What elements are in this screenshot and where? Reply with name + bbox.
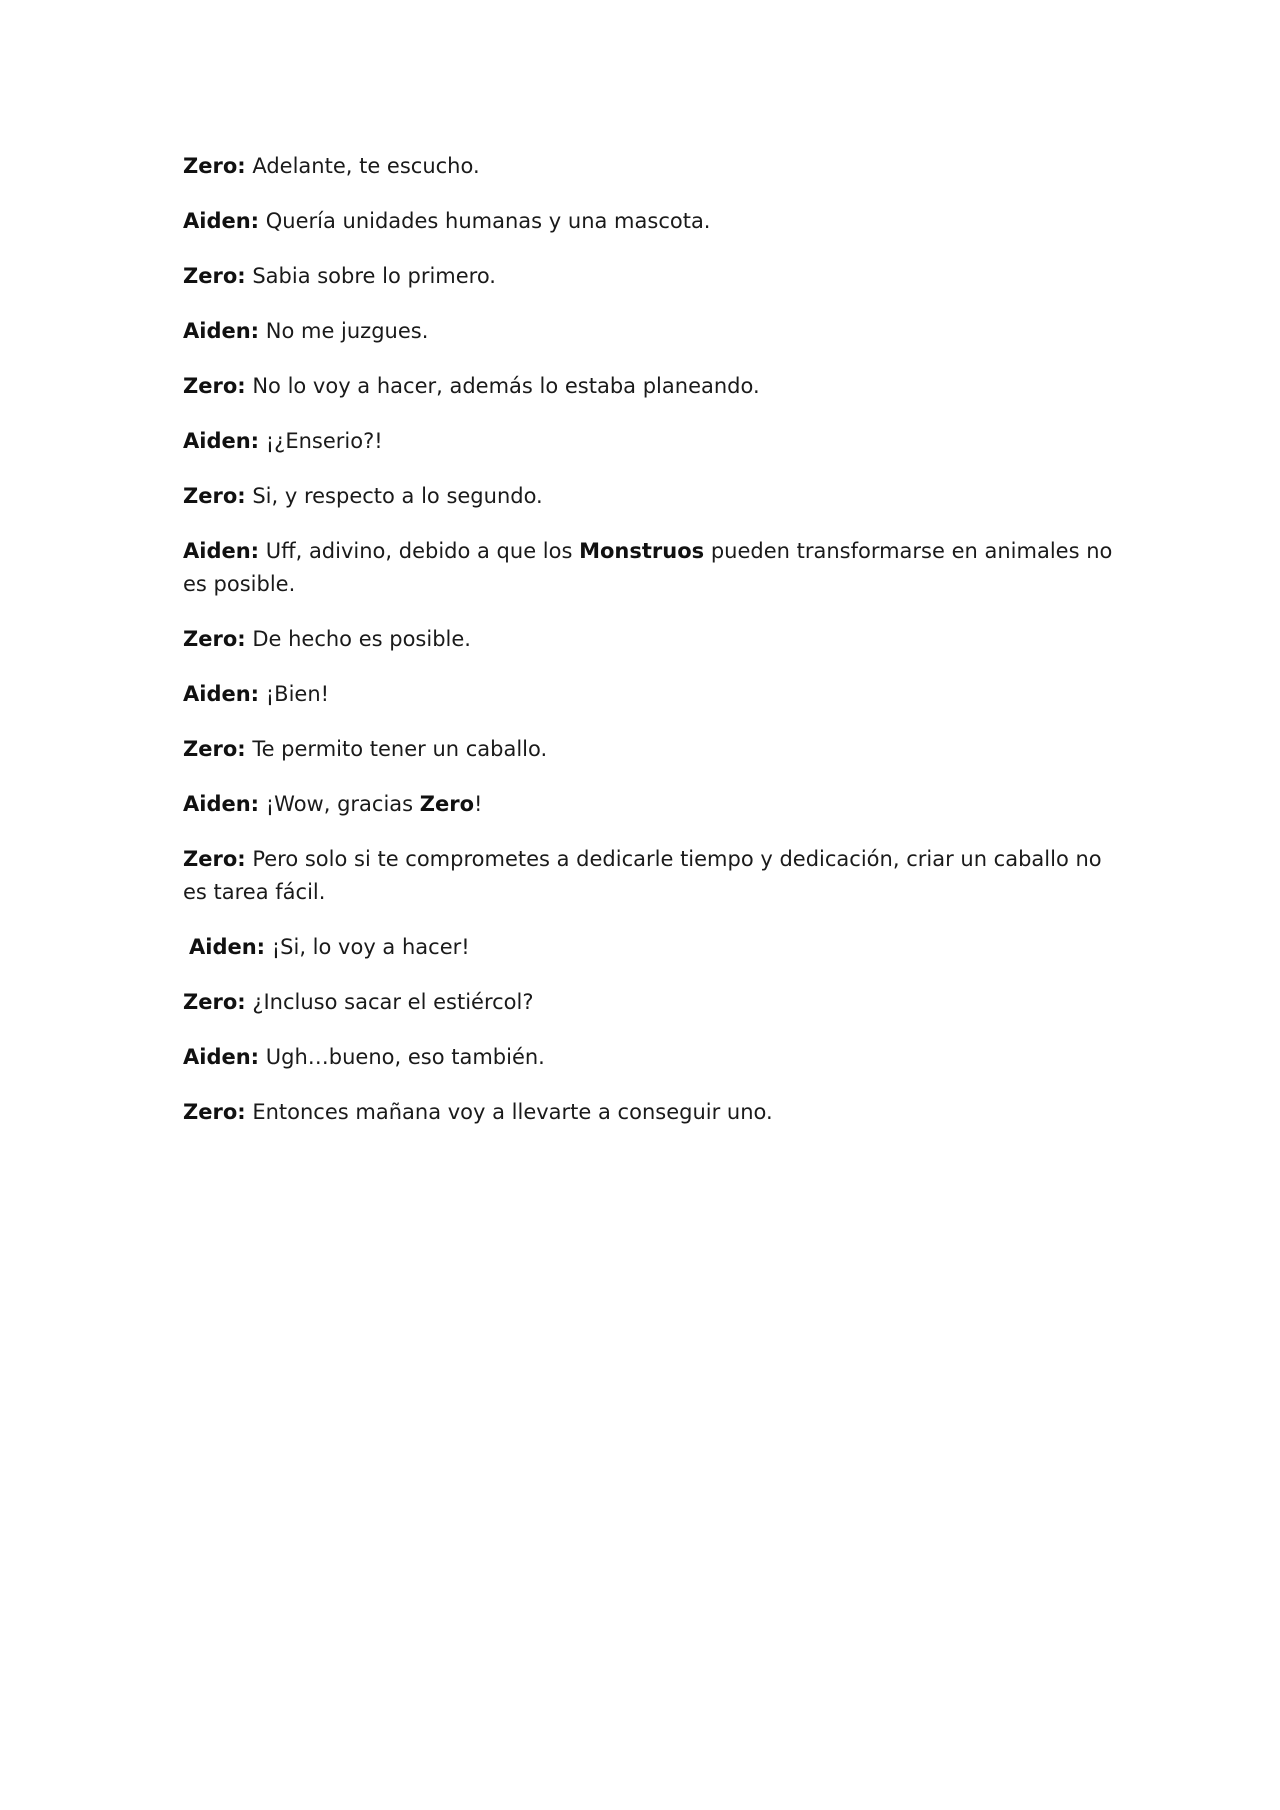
emphasis-text: Zero xyxy=(419,792,475,816)
speaker-name: Aiden: xyxy=(183,539,260,563)
speaker-name: Zero: xyxy=(183,737,246,761)
dialogue-text: Adelante, te escucho. xyxy=(245,154,480,178)
dialogue-text: Si, y respecto a lo segundo. xyxy=(245,484,543,508)
dialogue-line xyxy=(183,315,1113,348)
dialogue-line xyxy=(183,678,1113,711)
dialogue-line xyxy=(183,733,1113,766)
dialogue-line xyxy=(183,150,1113,183)
dialogue-line xyxy=(183,370,1113,403)
dialogue-text: Pero solo si te comprometes a dedicarle tiempo y dedicación, criar un caballo no es tarea fácil. xyxy=(183,847,1102,904)
speaker-name: Zero: xyxy=(183,627,246,651)
dialogue-text: Uff, adivino, debido a que los xyxy=(259,539,580,563)
dialogue-line xyxy=(183,788,1113,821)
dialogue-text: ¡Wow, gracias xyxy=(259,792,420,816)
speaker-name: Zero: xyxy=(183,990,246,1014)
speaker-name: Aiden: xyxy=(183,1045,260,1069)
emphasis-text: Monstruos xyxy=(579,539,705,563)
speaker-name: Zero: xyxy=(183,1100,246,1124)
dialogue-line xyxy=(183,931,1113,964)
dialogue-line xyxy=(183,986,1113,1019)
speaker-name: Aiden: xyxy=(183,682,260,706)
dialogue-text: No lo voy a hacer, además lo estaba planeando. xyxy=(245,374,760,398)
speaker-name: Aiden: xyxy=(183,319,260,343)
dialogue-line xyxy=(183,205,1113,238)
dialogue-text: No me juzgues. xyxy=(259,319,429,343)
dialogue-body xyxy=(183,150,1113,1151)
dialogue-line xyxy=(183,260,1113,293)
dialogue-text: ¿Incluso sacar el estiércol? xyxy=(245,990,534,1014)
speaker-name: Zero: xyxy=(183,484,246,508)
speaker-name: Aiden: xyxy=(183,209,260,233)
speaker-name: Aiden: xyxy=(189,935,266,959)
speaker-name: Aiden: xyxy=(183,429,260,453)
dialogue-text: De hecho es posible. xyxy=(245,627,471,651)
dialogue-line xyxy=(183,480,1113,513)
dialogue-text: Ugh…bueno, eso también. xyxy=(259,1045,545,1069)
speaker-name: Zero: xyxy=(183,154,246,178)
dialogue-text: Quería unidades humanas y una mascota. xyxy=(259,209,711,233)
dialogue-line xyxy=(183,623,1113,656)
dialogue-text: pueden transformarse en animales no es posible. xyxy=(183,539,1113,596)
dialogue-text: ¡¿Enserio?! xyxy=(259,429,383,453)
dialogue-line xyxy=(183,843,1113,909)
dialogue-line xyxy=(183,535,1113,601)
dialogue-text: ! xyxy=(474,792,483,816)
speaker-name: Zero: xyxy=(183,847,246,871)
speaker-name: Aiden: xyxy=(183,792,260,816)
dialogue-text: ¡Si, lo voy a hacer! xyxy=(265,935,470,959)
dialogue-text: Sabia sobre lo primero. xyxy=(245,264,496,288)
speaker-name: Zero: xyxy=(183,374,246,398)
dialogue-text: Te permito tener un caballo. xyxy=(245,737,548,761)
dialogue-line xyxy=(183,1041,1113,1074)
dialogue-line xyxy=(183,425,1113,458)
speaker-name: Zero: xyxy=(183,264,246,288)
dialogue-text: Entonces mañana voy a llevarte a conseguir uno. xyxy=(245,1100,773,1124)
dialogue-text: ¡Bien! xyxy=(259,682,330,706)
dialogue-line xyxy=(183,1096,1113,1129)
